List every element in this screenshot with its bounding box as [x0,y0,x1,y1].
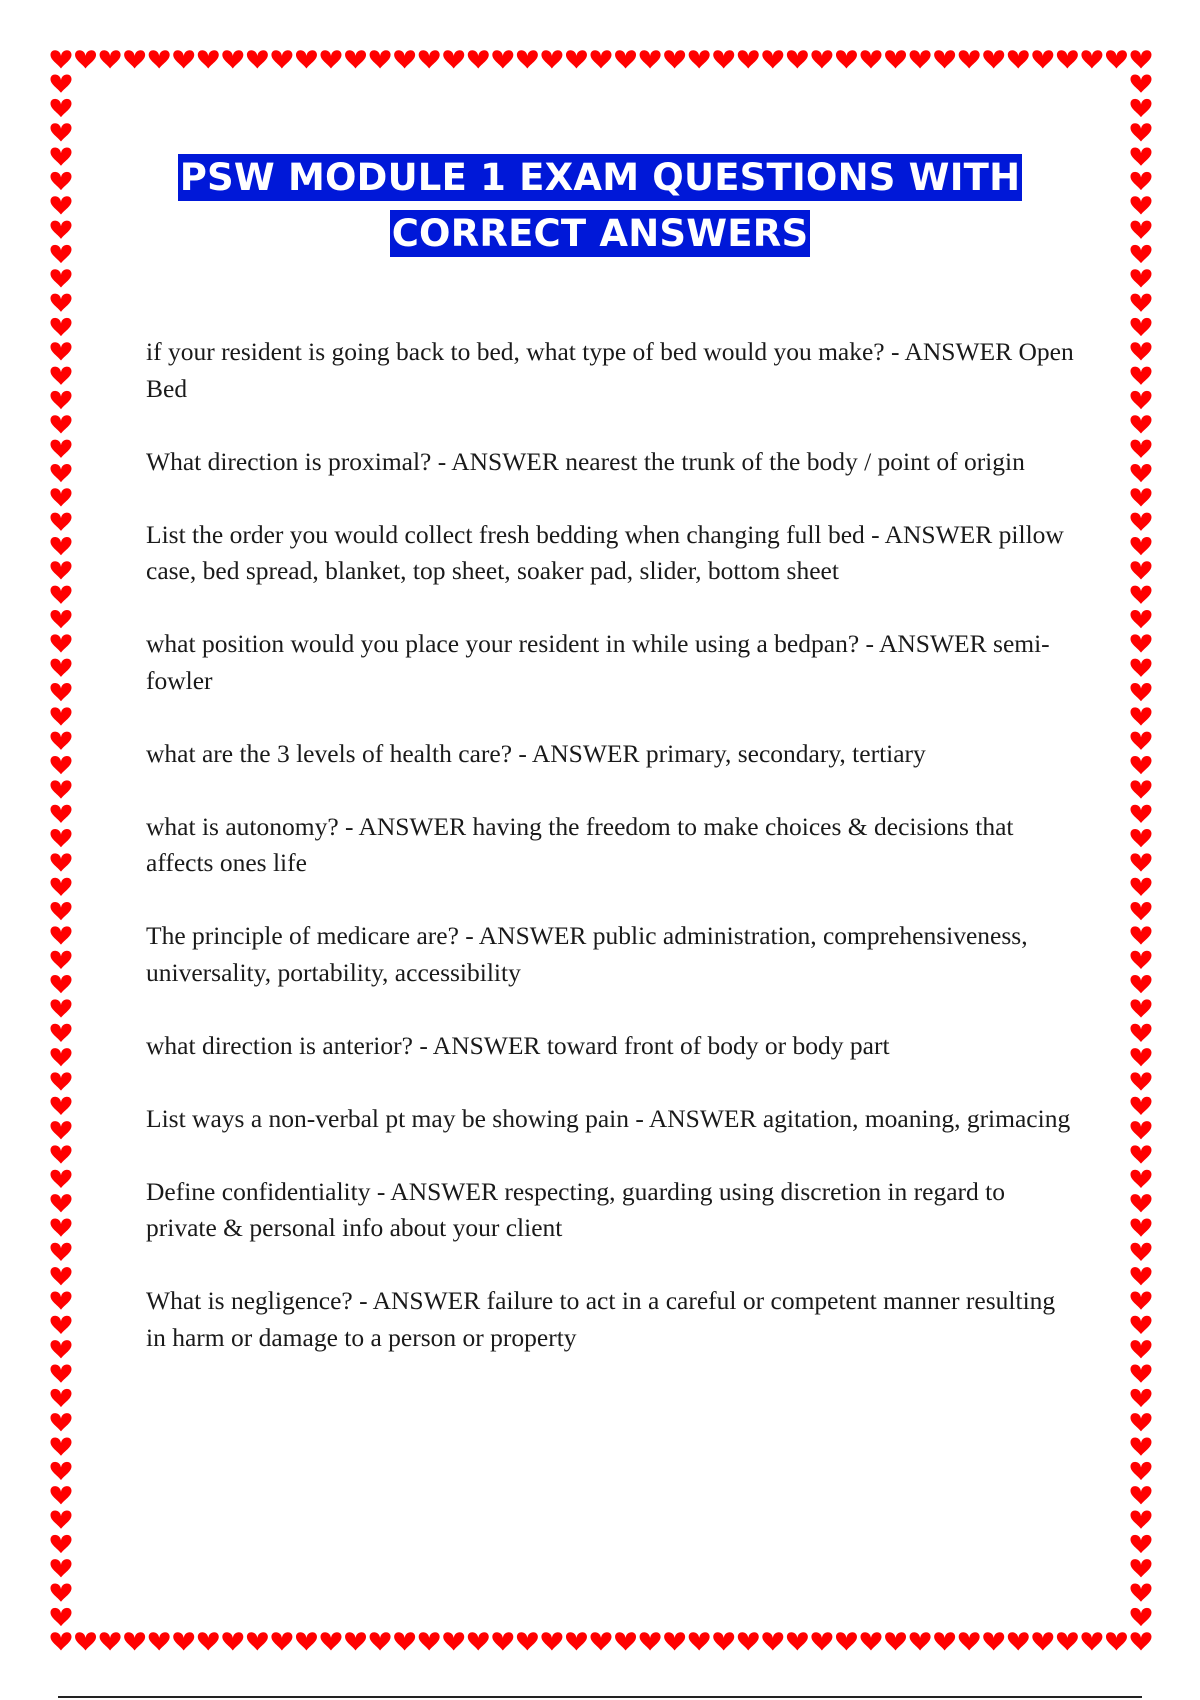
heart-icon [468,50,489,68]
heart-icon [51,1170,72,1188]
heart-icon [51,1535,72,1553]
heart-icon [1131,513,1152,531]
heart-icon [394,50,415,68]
qa-list [146,334,1076,1393]
heart-icon [591,50,612,68]
heart-icon [419,50,440,68]
heart-icon [51,75,72,93]
heart-icon [1131,561,1152,579]
heart-icon [51,1145,72,1163]
heart-icon [222,1632,243,1650]
heart-icon [124,50,145,68]
heart-icon [1131,1437,1152,1455]
heart-icon [51,659,72,677]
heart-icon [173,1632,194,1650]
heart-icon [51,732,72,750]
heart-icon [321,1632,342,1650]
heart-icon [419,1632,440,1650]
heart-icon [51,1559,72,1577]
qa-item: what direction is anterior? - ANSWER toward front of body or body part [146,1030,890,1060]
heart-icon [443,50,464,68]
heart-icon [51,1243,72,1261]
heart-icon [1131,1535,1152,1553]
heart-icon [51,99,72,117]
heart-icon [75,50,96,68]
heart-icon [51,464,72,482]
heart-icon [1131,1584,1152,1602]
heart-icon [345,1632,366,1650]
heart-icon [345,50,366,68]
heart-icon [591,1632,612,1650]
heart-icon [100,1632,121,1650]
heart-icon [1131,732,1152,750]
heart-icon [51,342,72,360]
heart-icon [517,50,538,68]
heart-icon [541,50,562,68]
heart-icon [713,50,734,68]
heart-icon [51,367,72,385]
heart-icon [370,1632,391,1650]
heart-icon [296,50,317,68]
heart-icon [1131,488,1152,506]
heart-icon [247,1632,268,1650]
heart-icon [1131,415,1152,433]
heart-icon [713,1632,734,1650]
heart-icon [566,50,587,68]
heart-icon [1131,926,1152,944]
heart-icon [51,1462,72,1480]
heart-icon [51,1364,72,1382]
heart-icon [1131,1340,1152,1358]
heart-icon [51,1291,72,1309]
heart-icon [1131,829,1152,847]
heart-icon [51,1437,72,1455]
heart-icon [271,50,292,68]
heart-icon [1131,1048,1152,1066]
qa-item: What is negligence? - ANSWER failure to act in a careful or competent manner resulting in harm or damage to a person or property [146,1286,1056,1352]
heart-icon [1131,1389,1152,1407]
heart-icon [885,1632,906,1650]
heart-icon [51,1121,72,1139]
title-line-1 [0,150,1200,206]
heart-icon [51,391,72,409]
heart-icon [1131,391,1152,409]
heart-icon [51,926,72,944]
qa-item: List the order you would collect fresh bedding when changing full bed - ANSWER pillow case, bed spread, blanket, top sheet, soaker pad, slider, bottom sheet [146,519,1064,585]
heart-icon [51,610,72,628]
heart-icon [1057,50,1078,68]
heart-icon [100,50,121,68]
heart-icon [51,1340,72,1358]
heart-icon [124,1632,145,1650]
heart-icon [1131,1608,1152,1626]
heart-icon [1131,999,1152,1017]
heart-icon [1131,1291,1152,1309]
heart-icon [51,878,72,896]
heart-icon [1131,805,1152,823]
heart-icon [664,50,685,68]
heart-icon [1131,659,1152,677]
heart-icon [1131,1511,1152,1529]
heart-icon [1131,464,1152,482]
heart-icon [1131,1170,1152,1188]
heart-icon [468,1632,489,1650]
heart-icon [51,1584,72,1602]
heart-icon [1131,634,1152,652]
heart-icon [1081,1632,1102,1650]
heart-icon [51,1316,72,1334]
heart-icon [51,50,72,68]
heart-icon [689,50,710,68]
heart-icon [910,1632,931,1650]
heart-icon [1057,1632,1078,1650]
heart-icon [959,1632,980,1650]
heart-icon [247,50,268,68]
heart-icon [1131,975,1152,993]
heart-icon [1008,1632,1029,1650]
heart-icon [198,1632,219,1650]
heart-icon [1131,683,1152,701]
heart-icon [51,1413,72,1431]
heart-icon [321,50,342,68]
heart-icon [738,1632,759,1650]
heart-icon [51,756,72,774]
heart-icon [1131,1072,1152,1090]
heart-icon [51,1048,72,1066]
heart-icon [762,50,783,68]
heart-icon [443,1632,464,1650]
heart-icon [1131,1486,1152,1504]
heart-icon [861,50,882,68]
heart-icon [1032,50,1053,68]
heart-icon [173,50,194,68]
title-line-2 [0,206,1200,262]
heart-icon [51,1097,72,1115]
heart-icon [51,561,72,579]
heart-icon [51,1072,72,1090]
heart-icon [885,50,906,68]
heart-icon [271,1632,292,1650]
heart-icon [75,1632,96,1650]
heart-icon [51,707,72,725]
heart-icon [149,1632,170,1650]
heart-icon [1131,878,1152,896]
heart-icon [51,805,72,823]
title-highlight-2: CORRECT ANSWERS [391,212,809,255]
heart-icon [566,1632,587,1650]
qa-item: what is autonomy? - ANSWER having the freedom to make choices & decisions that affects ones life [146,811,1014,877]
heart-icon [1131,342,1152,360]
qa-item: what are the 3 levels of health care? - ANSWER primary, secondary, tertiary [146,738,926,768]
heart-icon [51,999,72,1017]
heart-icon [370,50,391,68]
heart-icon [1081,50,1102,68]
heart-icon [51,586,72,604]
heart-icon [198,50,219,68]
heart-icon [787,1632,808,1650]
heart-icon [51,975,72,993]
heart-icon [51,440,72,458]
heart-icon [1131,1364,1152,1382]
heart-icon [1131,586,1152,604]
heart-icon [51,780,72,798]
heart-icon [1131,1462,1152,1480]
heart-icon [1106,50,1127,68]
heart-icon [811,1632,832,1650]
heart-icon [492,1632,513,1650]
heart-icon [51,318,72,336]
heart-icon [296,1632,317,1650]
heart-icon [640,50,661,68]
heart-icon [51,829,72,847]
title-highlight-1: PSW MODULE 1 EXAM QUESTIONS WITH [179,156,1021,199]
heart-icon [51,1632,72,1650]
heart-icon [1131,707,1152,725]
heart-icon [51,123,72,141]
heart-icon [1131,1243,1152,1261]
heart-icon [51,1267,72,1285]
heart-icon [1131,367,1152,385]
heart-icon [1131,75,1152,93]
heart-icon [1131,853,1152,871]
qa-item: List ways a non-verbal pt may be showing pain - ANSWER agitation, moaning, grimacing [146,1103,1071,1133]
heart-icon [1131,951,1152,969]
qa-item: what position would you place your resident in while using a bedpan? - ANSWER semi-fowler [146,629,1050,695]
heart-icon [934,1632,955,1650]
qa-item: if your resident is going back to bed, what type of bed would you make? - ANSWER Open Bed [146,337,1074,403]
heart-icon [1131,269,1152,287]
heart-icon [1131,1267,1152,1285]
heart-icon [762,1632,783,1650]
heart-icon [1131,902,1152,920]
heart-icon [1131,123,1152,141]
heart-icon [1131,318,1152,336]
heart-icon [1131,1632,1152,1650]
heart-icon [51,1486,72,1504]
heart-icon [959,50,980,68]
heart-icon [51,951,72,969]
heart-icon [1131,1559,1152,1577]
heart-icon [517,1632,538,1650]
heart-icon [983,1632,1004,1650]
heart-icon [738,50,759,68]
heart-icon [1008,50,1029,68]
heart-icon [664,1632,685,1650]
heart-icon [1131,50,1152,68]
heart-icon [934,50,955,68]
heart-icon [51,1389,72,1407]
heart-icon [1131,1218,1152,1236]
heart-icon [51,415,72,433]
heart-icon [51,294,72,312]
bottom-rule [58,1696,1142,1698]
heart-icon [861,1632,882,1650]
heart-icon [51,513,72,531]
heart-icon [51,1608,72,1626]
heart-icon [1131,1097,1152,1115]
heart-icon [1131,610,1152,628]
heart-icon [51,1024,72,1042]
heart-icon [51,488,72,506]
heart-icon [1131,780,1152,798]
heart-icon [1131,1121,1152,1139]
heart-icon [51,853,72,871]
heart-icon [1131,1145,1152,1163]
heart-icon [1032,1632,1053,1650]
heart-icon [1131,1316,1152,1334]
page-title [0,150,1200,262]
heart-icon [983,50,1004,68]
qa-item: The principle of medicare are? - ANSWER public administration, comprehensiveness, universality, portability, accessibility [146,921,1028,987]
heart-icon [1131,1024,1152,1042]
heart-icon [51,1194,72,1212]
heart-icon [51,269,72,287]
heart-icon [787,50,808,68]
heart-icon [615,50,636,68]
heart-icon [51,1218,72,1236]
heart-icon [51,1511,72,1529]
heart-icon [811,50,832,68]
heart-icon [1131,1194,1152,1212]
heart-icon [222,50,243,68]
heart-icon [541,1632,562,1650]
heart-icon [1131,440,1152,458]
heart-icon [1131,99,1152,117]
qa-item: Define confidentiality - ANSWER respecting, guarding using discretion in regard to private & personal info about your client [146,1176,1005,1242]
heart-icon [1131,537,1152,555]
heart-icon [1131,756,1152,774]
heart-icon [689,1632,710,1650]
heart-icon [51,902,72,920]
heart-icon [1106,1632,1127,1650]
heart-icon [492,50,513,68]
heart-icon [51,683,72,701]
heart-icon [836,1632,857,1650]
heart-icon [615,1632,636,1650]
heart-icon [910,50,931,68]
heart-icon [51,634,72,652]
heart-icon [640,1632,661,1650]
heart-icon [394,1632,415,1650]
heart-icon [149,50,170,68]
heart-icon [1131,294,1152,312]
heart-icon [836,50,857,68]
heart-icon [51,537,72,555]
heart-icon [1131,1413,1152,1431]
qa-item: What direction is proximal? - ANSWER nearest the trunk of the body / point of origin [146,446,1025,476]
